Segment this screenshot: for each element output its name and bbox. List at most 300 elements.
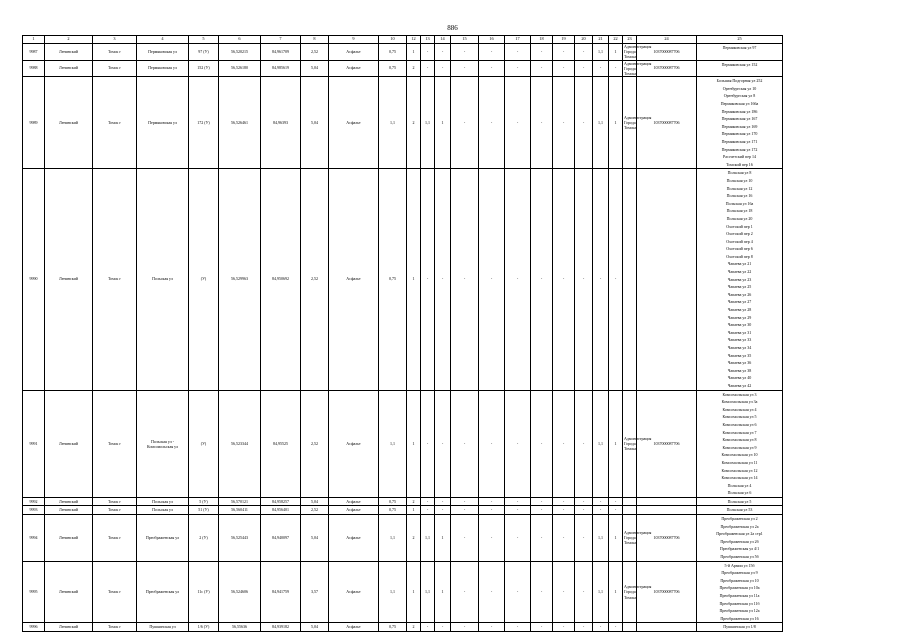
area-cell: 2,52 xyxy=(301,506,329,515)
served-address: Преображенская ул 11а xyxy=(719,593,760,598)
surface-cell: Асфальт xyxy=(329,506,379,515)
table-cell: - xyxy=(593,497,609,506)
column-number: 22 xyxy=(609,36,623,44)
table-cell: - xyxy=(421,44,435,61)
city-cell: Томск г xyxy=(93,506,137,515)
table-cell: 1,1 xyxy=(593,561,609,623)
served-address: Чапаева ул 22 xyxy=(727,269,752,275)
table-cell: 1 xyxy=(407,506,421,515)
surface-cell: Асфальт xyxy=(329,44,379,61)
table-cell: - xyxy=(505,44,531,61)
served-address: Чапаева ул 31 xyxy=(727,329,752,335)
table-cell: - xyxy=(435,169,451,390)
site-number-cell: 11с (У) xyxy=(189,561,219,623)
longitude-cell: 84,96393 xyxy=(261,77,301,169)
longitude-cell: 84,940097 xyxy=(261,515,301,562)
table-cell: 1,1 xyxy=(379,561,407,623)
street-cell: Пушкинская ул xyxy=(137,623,189,632)
street-cell: Пермяковская ул xyxy=(137,60,189,77)
table-row xyxy=(23,44,899,61)
served-address: Пермяковская ул 166а xyxy=(720,101,759,106)
table-cell: - xyxy=(609,60,623,77)
table-cell: - xyxy=(505,623,531,632)
surface-cell: Асфальт xyxy=(329,60,379,77)
table-cell: - xyxy=(593,60,609,77)
column-number: 23 xyxy=(623,36,637,44)
row-id-cell: 9994 xyxy=(23,515,45,562)
ogrn-cell: 1037000087706 xyxy=(637,60,697,77)
district-cell: Ленинский xyxy=(45,60,93,77)
table-cell: 1 xyxy=(609,44,623,61)
column-number: 3 xyxy=(93,36,137,44)
column-number: 2 xyxy=(45,36,93,44)
served-address: Польская ул 12 xyxy=(726,185,753,191)
table-cell: - xyxy=(435,497,451,506)
table-cell: 1 xyxy=(609,515,623,562)
owner-cell: Администрация Города Томска xyxy=(624,60,652,77)
ogrn-cell: 1037000087706 xyxy=(637,77,697,169)
surface-cell: Асфальт xyxy=(329,497,379,506)
column-number: 16 xyxy=(479,36,505,44)
table-cell: - xyxy=(575,561,593,623)
owner-cell: Администрация Города Томска xyxy=(623,515,637,562)
served-address: Преображенская ул 2 xyxy=(721,516,758,522)
owner-cell: Администрация Города Томска xyxy=(623,77,637,169)
owner-cell xyxy=(623,497,637,506)
latitude-cell: 56,523344 xyxy=(219,390,261,497)
longitude-cell: 84,95525 xyxy=(261,390,301,497)
served-address: Комсомольская ул 10 xyxy=(721,452,758,458)
table-cell: 0,75 xyxy=(379,497,407,506)
column-number: 17 xyxy=(505,36,531,44)
owner-cell: Администрация Города Томска xyxy=(624,44,652,60)
served-addresses-cell xyxy=(697,506,783,515)
table-cell: - xyxy=(553,60,575,77)
row-id-cell: 9989 xyxy=(23,77,45,169)
street-cell: Преображенская ул xyxy=(137,515,189,562)
served-address: Пермяковская ул 169 xyxy=(721,123,758,129)
latitude-cell: 56,520215 xyxy=(219,44,261,61)
served-addresses-cell xyxy=(697,497,783,506)
street-cell: Польская ул xyxy=(137,169,189,390)
column-number: 21 xyxy=(593,36,609,44)
table-cell: 1,1 xyxy=(593,390,609,497)
page-number: 886 xyxy=(447,24,458,32)
latitude-cell: 56,529963 xyxy=(219,169,261,390)
table-cell: - xyxy=(505,515,531,562)
table-cell: - xyxy=(435,390,451,497)
table-cell: 1 xyxy=(609,77,623,169)
table-cell: - xyxy=(451,561,479,623)
table-cell: 1,1 xyxy=(421,515,435,562)
served-address: Чапаева ул 35 xyxy=(727,352,752,358)
city-cell: Томск г xyxy=(93,497,137,506)
column-number: 4 xyxy=(137,36,189,44)
city-cell: Томск г xyxy=(93,44,137,61)
ogrn-cell: 1037000087706 xyxy=(637,561,697,623)
table-cell: - xyxy=(609,506,623,515)
area-cell: 5,04 xyxy=(301,60,329,77)
table-cell: - xyxy=(593,623,609,632)
table-cell: 2 xyxy=(407,515,421,562)
table-cell: - xyxy=(553,561,575,623)
table-cell: 1 xyxy=(435,561,451,623)
table-cell: 1,1 xyxy=(593,515,609,562)
served-address: Охотский пер 2 xyxy=(726,231,753,237)
served-address: Польская ул 16 xyxy=(726,193,753,199)
table-row xyxy=(23,497,899,506)
district-cell: Ленинский xyxy=(45,561,93,623)
city-cell: Томск г xyxy=(93,561,137,623)
table-cell: 1,1 xyxy=(379,515,407,562)
table-cell: - xyxy=(451,390,479,497)
district-cell: Ленинский xyxy=(45,77,93,169)
table-cell: - xyxy=(479,515,505,562)
served-address: Польская ул 20 xyxy=(726,215,753,221)
table-row xyxy=(23,623,899,632)
site-number-cell: 172 (У) xyxy=(189,77,219,169)
table-cell: 0,75 xyxy=(379,169,407,390)
table-cell: - xyxy=(479,506,505,515)
site-number-cell: 152 (У) xyxy=(189,60,219,77)
table-cell: - xyxy=(451,497,479,506)
table-cell: - xyxy=(575,506,593,515)
table-cell: - xyxy=(531,77,553,169)
table-cell: - xyxy=(451,169,479,390)
table-cell: 1 xyxy=(609,390,623,497)
table-cell: - xyxy=(435,506,451,515)
latitude-cell: 56,525443 xyxy=(219,515,261,562)
table-row xyxy=(23,60,899,77)
table-cell: - xyxy=(479,623,505,632)
served-address: Польская ул 18 xyxy=(726,208,753,214)
table-cell: 0,75 xyxy=(379,506,407,515)
table-cell: 0,75 xyxy=(379,60,407,77)
table-cell: - xyxy=(421,497,435,506)
served-addresses-cell xyxy=(697,169,783,390)
column-number: 1 xyxy=(23,36,45,44)
area-cell: 2,52 xyxy=(301,390,329,497)
table-cell: 1 xyxy=(407,561,421,623)
table-cell: - xyxy=(609,497,623,506)
table-cell: - xyxy=(505,561,531,623)
table-cell: - xyxy=(553,77,575,169)
served-address: Преображенская ул 16 xyxy=(720,615,759,621)
served-address: Комсомольская ул 7 xyxy=(722,429,757,435)
table-row xyxy=(23,561,899,623)
served-address: Чапаева ул 29 xyxy=(727,314,752,320)
served-address: Преображенская ул 9 xyxy=(721,570,758,576)
table-cell: 1 xyxy=(435,515,451,562)
table-cell: - xyxy=(505,77,531,169)
row-id-cell: 9990 xyxy=(23,169,45,390)
served-addresses-cell xyxy=(697,44,783,61)
latitude-cell: 56,570121 xyxy=(219,497,261,506)
table-cell: - xyxy=(435,60,451,77)
column-number: 25 xyxy=(697,36,783,44)
longitude-cell: 84,956401 xyxy=(261,506,301,515)
served-address: Чапаева ул 34 xyxy=(727,345,752,350)
table-cell: 0,75 xyxy=(379,44,407,61)
district-cell: Ленинский xyxy=(45,515,93,562)
table-cell: - xyxy=(421,169,435,390)
served-address: Охотский пер 8 xyxy=(726,253,753,259)
served-address: Комсомольская ул 6 xyxy=(722,421,757,427)
ogrn-cell xyxy=(637,497,697,506)
area-cell: 5,04 xyxy=(301,623,329,632)
served-address: Комсомольская ул 5 xyxy=(722,414,757,420)
table-cell: 1 xyxy=(407,390,421,497)
served-address: Комсомольская ул 11 xyxy=(721,459,758,465)
owner-cell xyxy=(623,169,637,390)
column-number: 13 xyxy=(421,36,435,44)
served-address: Комсомольская ул 12 xyxy=(721,467,758,473)
district-cell: Ленинский xyxy=(45,44,93,61)
served-address: Чапаева ул 23 xyxy=(727,276,752,282)
served-address: 5-й Армии ул 15б xyxy=(724,562,755,568)
served-address: Польская ул 10 xyxy=(726,177,753,183)
table-cell: - xyxy=(575,60,593,77)
served-address: Преображенская ул 2а стр1 xyxy=(716,531,763,537)
served-address: Преображенская ул 2а xyxy=(720,523,759,529)
ogrn-cell: 1037000087706 xyxy=(637,44,697,61)
table-cell: 2 xyxy=(407,77,421,169)
served-address: Чапаева ул 30 xyxy=(727,322,752,328)
surface-cell: Асфальт xyxy=(329,169,379,390)
served-address: Чапаева ул 21 xyxy=(727,261,752,267)
served-address: Пермяковская ул 97 xyxy=(722,45,757,50)
city-cell: Томск г xyxy=(93,515,137,562)
row-id-cell: 9992 xyxy=(23,497,45,506)
street-cell: Пермяковская ул xyxy=(137,77,189,169)
served-address: Пушкинская ул 1/8 xyxy=(723,624,756,630)
table-cell: - xyxy=(531,561,553,623)
table-cell: - xyxy=(575,169,593,390)
table-cell: 1,1 xyxy=(421,77,435,169)
table-cell: - xyxy=(479,60,505,77)
city-cell: Томск г xyxy=(93,77,137,169)
served-address: Комсомольская ул 14 xyxy=(721,475,758,481)
table-cell: - xyxy=(531,623,553,632)
table-cell: - xyxy=(421,60,435,77)
table-cell: - xyxy=(435,623,451,632)
table-cell: - xyxy=(553,515,575,562)
served-address: Чапаева ул 38 xyxy=(727,367,752,373)
table-cell: - xyxy=(575,44,593,61)
table-cell: - xyxy=(479,390,505,497)
table-cell: - xyxy=(553,169,575,390)
site-number-cell: 2 (У) xyxy=(189,515,219,562)
served-address: Польская ул 16а xyxy=(725,200,754,206)
table-cell: 1 xyxy=(435,77,451,169)
table-cell: 2 xyxy=(407,497,421,506)
area-cell: 2,52 xyxy=(301,169,329,390)
table-cell: - xyxy=(451,506,479,515)
table-cell: - xyxy=(609,623,623,632)
street-cell: Пермяковская ул xyxy=(137,44,189,61)
served-addresses-cell xyxy=(697,60,783,77)
row-id-cell: 9996 xyxy=(23,623,45,632)
street-cell: Польская ул - Комсомольская ул xyxy=(137,390,189,497)
table-row xyxy=(23,169,899,390)
table-cell: - xyxy=(531,44,553,61)
column-number: 14 xyxy=(435,36,451,44)
district-cell: Ленинский xyxy=(45,497,93,506)
column-number: 5 xyxy=(189,36,219,44)
served-addresses-cell xyxy=(697,561,783,623)
surface-cell: Асфальт xyxy=(329,623,379,632)
area-cell: 5,04 xyxy=(301,497,329,506)
table-cell: - xyxy=(479,497,505,506)
latitude-cell: 56,560411 xyxy=(219,506,261,515)
served-address: Польская ул 4 xyxy=(727,482,752,488)
city-cell: Томск г xyxy=(93,390,137,497)
surface-cell: Асфальт xyxy=(329,390,379,497)
area-cell: 5,04 xyxy=(301,77,329,169)
longitude-cell: 84,985619 xyxy=(261,60,301,77)
latitude-cell: 56,526461 xyxy=(219,77,261,169)
row-id-cell: 9988 xyxy=(23,60,45,77)
table-cell: 0,75 xyxy=(379,623,407,632)
served-address: Польская ул 53 xyxy=(726,507,753,513)
served-address: Польская ул 8 xyxy=(727,170,752,176)
register-table xyxy=(22,35,899,632)
table-cell: - xyxy=(531,390,553,497)
area-cell: 2,52 xyxy=(301,44,329,61)
column-number: 8 xyxy=(301,36,329,44)
city-cell: Томск г xyxy=(93,169,137,390)
table-cell: - xyxy=(593,506,609,515)
served-address: Томский пер 16 xyxy=(726,161,753,167)
served-address: Чапаева ул 26 xyxy=(727,291,752,297)
table-cell: 1,1 xyxy=(421,561,435,623)
served-address: Чапаева ул 27 xyxy=(727,299,752,305)
served-address: Комсомольская ул 8 xyxy=(722,437,757,443)
street-cell: Преображенская ул xyxy=(137,561,189,623)
table-cell: - xyxy=(505,497,531,506)
ogrn-cell: 1037000087706 xyxy=(637,390,697,497)
city-cell: Томск г xyxy=(93,60,137,77)
row-id-cell: 9993 xyxy=(23,506,45,515)
table-cell: - xyxy=(505,169,531,390)
column-number: 19 xyxy=(553,36,575,44)
table-row xyxy=(23,77,899,169)
served-address: Польская ул 5 xyxy=(727,498,752,504)
served-addresses-cell xyxy=(697,390,783,497)
served-address: Чапаева ул 25 xyxy=(727,284,752,290)
served-address: Преображенская ул 11б xyxy=(719,600,760,606)
table-row xyxy=(23,515,899,562)
table-cell: - xyxy=(531,515,553,562)
table-cell: - xyxy=(575,497,593,506)
longitude-cell: 84,958257 xyxy=(261,497,301,506)
served-address: Комсомольская ул 3а xyxy=(721,399,758,405)
latitude-cell: 56,524606 xyxy=(219,561,261,623)
table-cell: - xyxy=(575,77,593,169)
surface-cell: Асфальт xyxy=(329,77,379,169)
table-cell: 1,1 xyxy=(593,77,609,169)
served-address: Чапаева ул 36 xyxy=(727,360,752,366)
table-cell: 2 xyxy=(407,623,421,632)
column-number: 9 xyxy=(329,36,379,44)
ogrn-cell xyxy=(637,623,697,632)
table-cell: - xyxy=(531,169,553,390)
table-cell: - xyxy=(553,497,575,506)
surface-cell: Асфальт xyxy=(329,561,379,623)
served-address: Преображенская ул 4/1 xyxy=(719,546,760,552)
served-address: Рассчетский пер 14 xyxy=(723,154,756,160)
column-number: 15 xyxy=(451,36,479,44)
served-address: Охотский пер 4 xyxy=(726,238,753,244)
latitude-cell: 56,526180 xyxy=(219,60,261,77)
table-cell: 1 xyxy=(407,169,421,390)
served-address: Преображенская ул 5б xyxy=(720,554,759,560)
district-cell: Ленинский xyxy=(45,506,93,515)
served-address: Чапаева ул 42 xyxy=(727,382,752,388)
table-cell: - xyxy=(479,561,505,623)
owner-cell: Администрация Города Томска xyxy=(623,561,637,623)
table-cell: - xyxy=(479,169,505,390)
site-number-cell: 51 (У) xyxy=(189,506,219,515)
column-number: 18 xyxy=(531,36,553,44)
served-address: Преображенская ул 2б xyxy=(720,538,759,544)
area-cell: 3,57 xyxy=(301,561,329,623)
column-number: 6 xyxy=(219,36,261,44)
table-cell: - xyxy=(451,77,479,169)
column-number: 10 xyxy=(379,36,407,44)
table-cell: - xyxy=(451,623,479,632)
table-cell: 1,1 xyxy=(593,44,609,61)
table-cell: 1,1 xyxy=(379,390,407,497)
area-cell: 5,04 xyxy=(301,515,329,562)
site-number-cell: (У) xyxy=(189,390,219,497)
column-number: 20 xyxy=(575,36,593,44)
table-cell: 1 xyxy=(407,44,421,61)
table-cell: - xyxy=(505,506,531,515)
surface-cell: Асфальт xyxy=(329,515,379,562)
served-address: Чапаева ул 40 xyxy=(727,375,752,381)
table-cell: - xyxy=(553,623,575,632)
district-cell: Ленинский xyxy=(45,390,93,497)
site-number-cell: 5 (У) xyxy=(189,497,219,506)
served-address: Оренбургская ул 10 xyxy=(722,85,757,91)
longitude-cell: 84,950692 xyxy=(261,169,301,390)
table-cell: - xyxy=(451,44,479,61)
ogrn-cell: 1037000087706 xyxy=(637,515,697,562)
served-address: Пермяковская ул 172 xyxy=(721,146,758,152)
table-cell: - xyxy=(531,506,553,515)
site-number-cell: (У) xyxy=(189,169,219,390)
table-cell: - xyxy=(421,623,435,632)
row-id-cell: 9987 xyxy=(23,44,45,61)
served-address: Польская ул 6 xyxy=(727,490,752,496)
district-cell: Ленинский xyxy=(45,623,93,632)
served-address: Комсомольская ул 4 xyxy=(722,406,757,412)
served-address: Охотский пер 6 xyxy=(726,246,753,252)
served-addresses-cell xyxy=(697,623,783,632)
table-cell: - xyxy=(421,506,435,515)
city-cell: Томск г xyxy=(93,623,137,632)
table-cell: - xyxy=(531,497,553,506)
table-cell: 1 xyxy=(609,561,623,623)
served-address: Пермяковская ул 167 xyxy=(721,116,758,122)
served-addresses-cell xyxy=(697,515,783,562)
header-row xyxy=(23,36,899,44)
table-cell: - xyxy=(505,60,531,77)
site-number-cell: 97 (У) xyxy=(189,44,219,61)
served-address: Преображенская ул 10а xyxy=(719,585,760,591)
served-address: Преображенская ул 10 xyxy=(720,577,759,583)
